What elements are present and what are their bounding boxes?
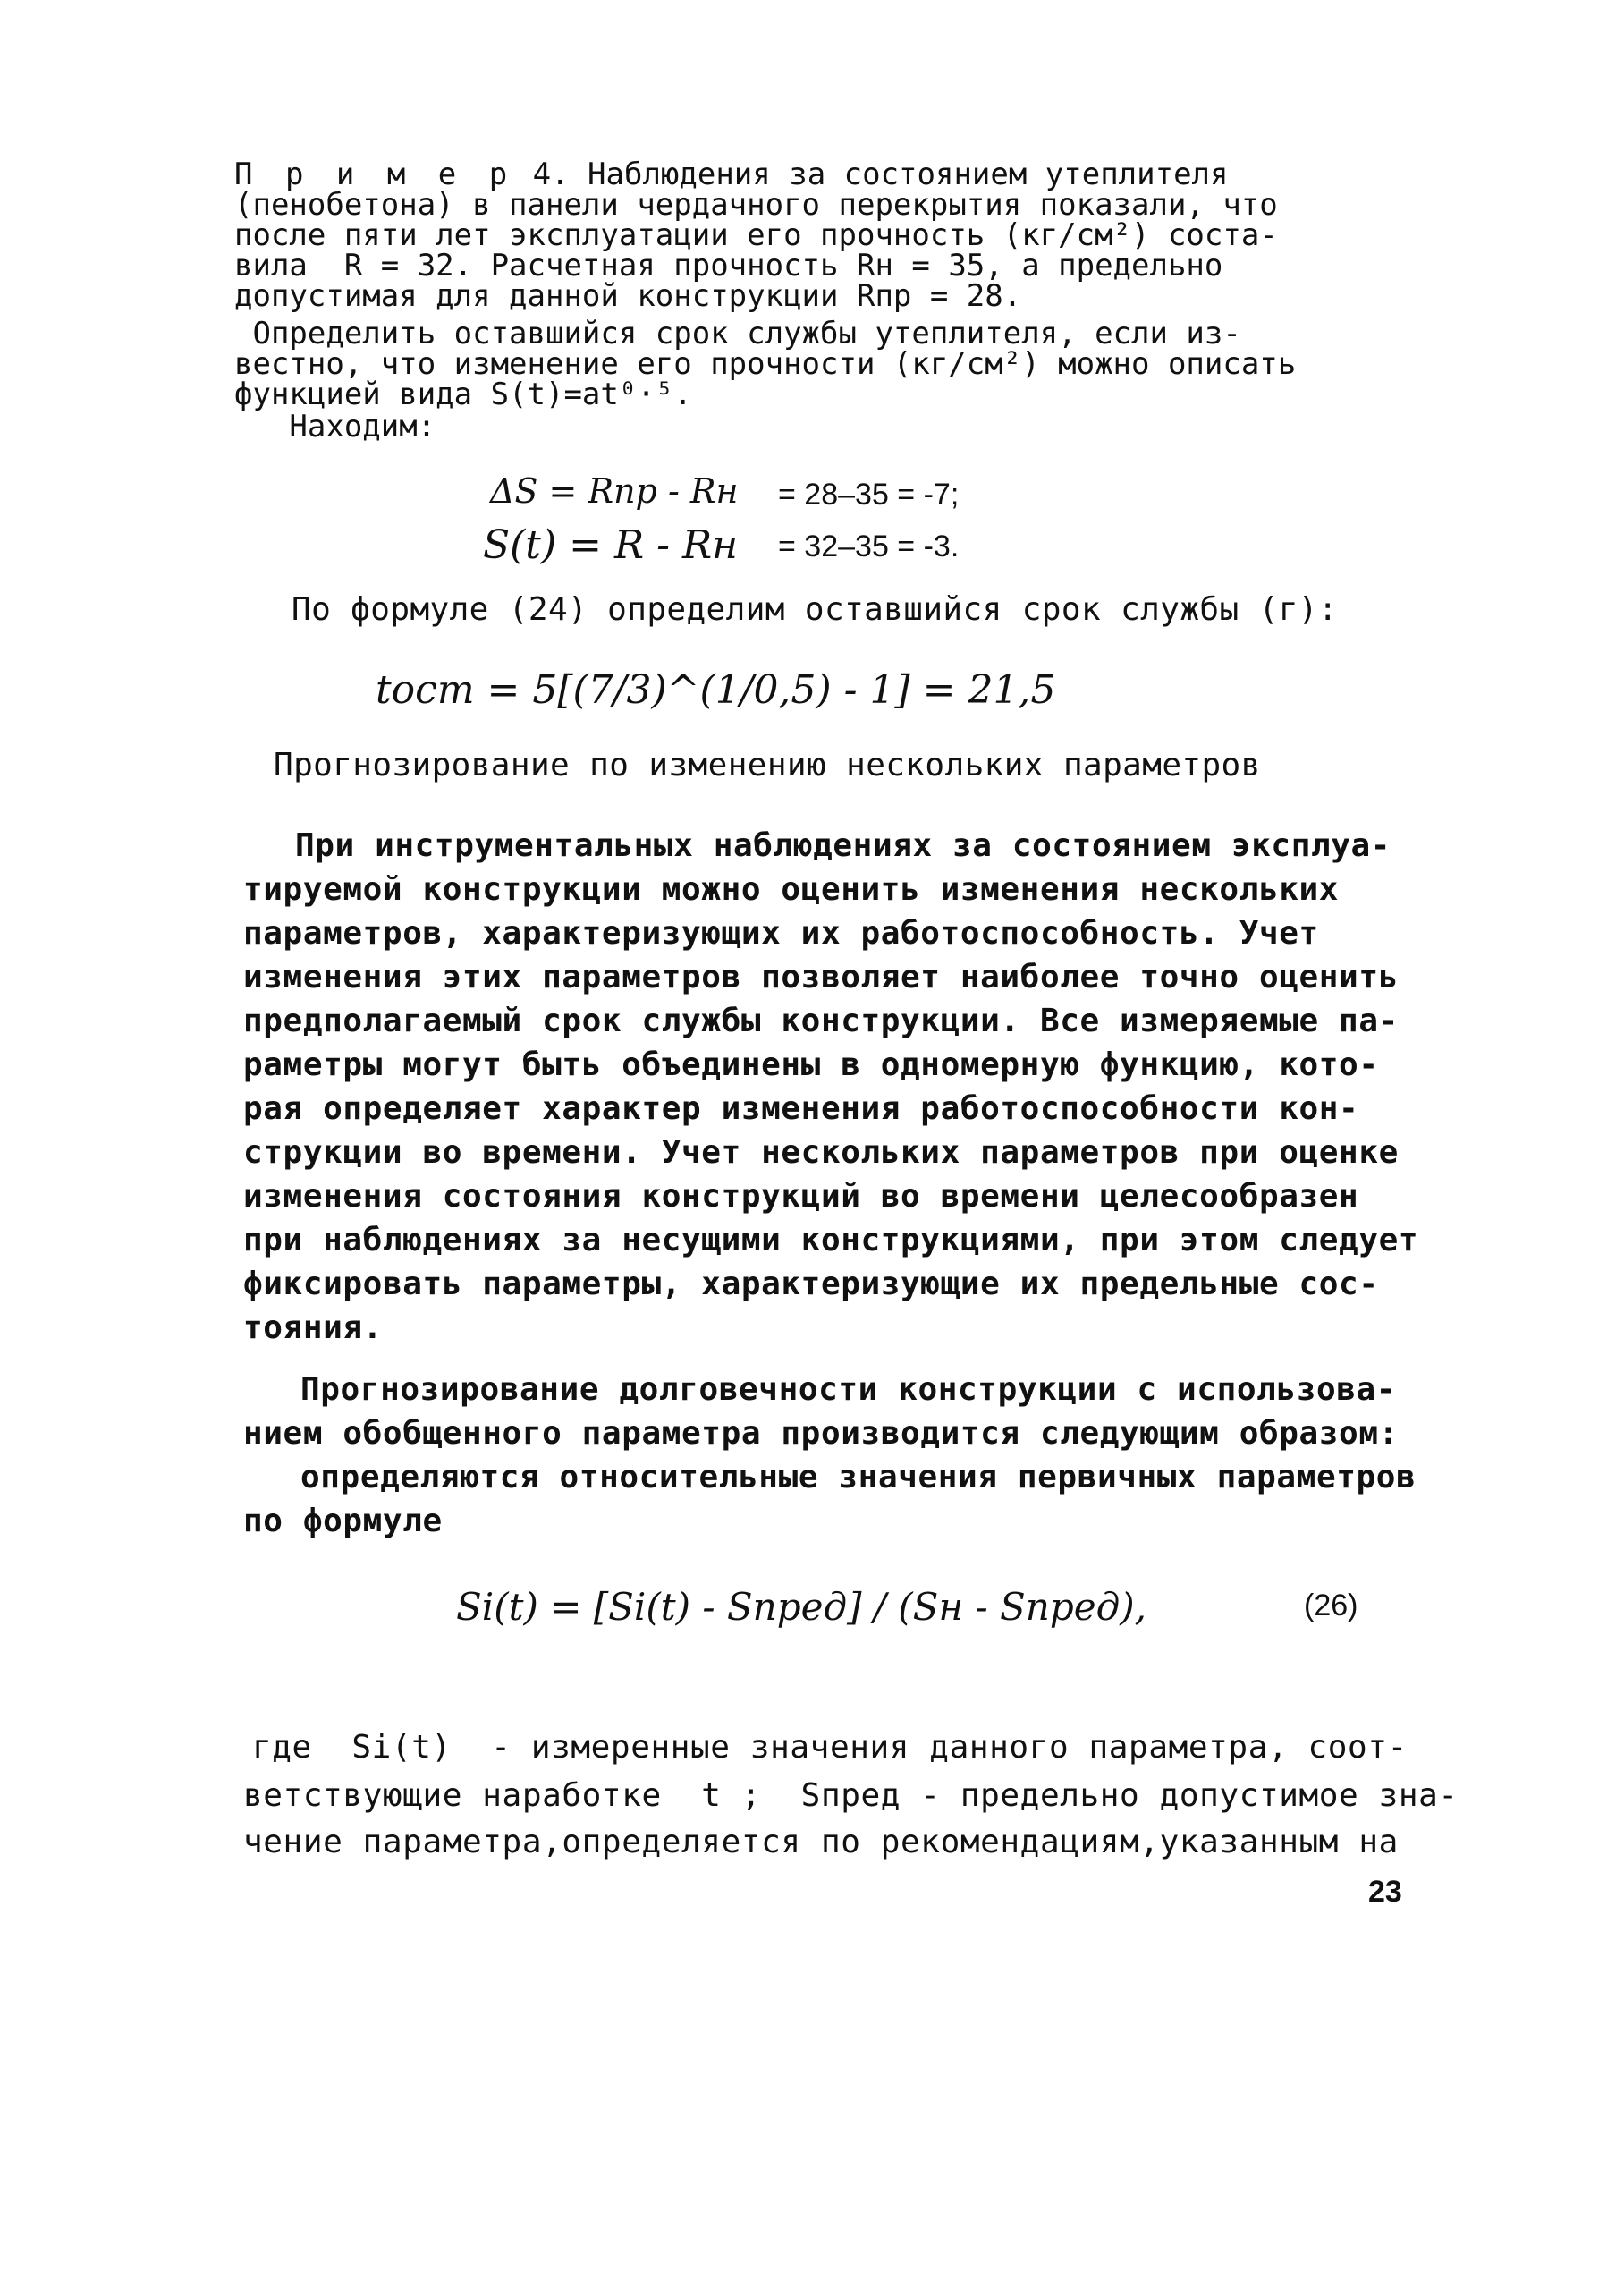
- paragraph1-line-11: фиксировать параметры, характеризующие их предельные сос-: [243, 1266, 1379, 1302]
- formula24-expression: tост = 5[(7/3)^(1/0,5) - 1] = 21,5: [376, 667, 1056, 713]
- paragraph2-line-2: нием обобщенного параметра производится следующим образом:: [243, 1415, 1399, 1452]
- paragraph3-line-3: чение параметра,определяется по рекомендациям,указанным на: [243, 1824, 1399, 1860]
- calc-eq1-left: ΔS = Rпр - Rн: [490, 471, 739, 511]
- example-line-2: (пенобетона) в панели чердачного перекрытия показали, что: [234, 187, 1278, 223]
- paragraph2-line-4: по формуле: [243, 1503, 443, 1539]
- formula26-number: (26): [1304, 1589, 1358, 1622]
- example-line-8: функцией вида S(t)=at⁰·⁵.: [234, 377, 692, 412]
- paragraph2-line-1: Прогнозирование долговечности конструкции с использова-: [300, 1371, 1397, 1408]
- example-line-6: Определить оставшийся срок службы утеплителя, если из-: [234, 316, 1241, 352]
- calc-eq2-right: = 32–35 = -3.: [778, 530, 960, 563]
- paragraph1-line-9: изменения состояния конструкций во времени целесообразен: [243, 1178, 1359, 1215]
- paragraph1-line-12: тояния.: [243, 1309, 383, 1346]
- page-number: 23: [1368, 1875, 1402, 1909]
- formula24-intro: По формуле (24) определим оставшийся срок службы (г):: [292, 591, 1338, 628]
- paragraph1-line-3: параметров, характеризующих их работоспособность. Учет: [243, 915, 1319, 952]
- paragraph3-line-2: ветствующие наработке t ; Sпред - предельно допустимое зна-: [243, 1777, 1459, 1814]
- paragraph2-line-3: определяются относительные значения первичных параметров: [300, 1459, 1417, 1495]
- section-heading: Прогнозирование по изменению нескольких параметров: [274, 747, 1261, 784]
- example-line-3: после пяти лет эксплуатации его прочность (кг/см²) соста-: [234, 217, 1278, 253]
- example-line-9: Находим:: [234, 409, 436, 445]
- example-line-1: [234, 159, 1229, 190]
- example-line-4: вила R = 32. Расчетная прочность Rн = 35, а предельно: [234, 248, 1223, 284]
- calc-eq2-left: S(t) = R - Rн: [483, 522, 739, 568]
- paragraph1-line-5: предполагаемый срок службы конструкции. Все измеряемые па-: [243, 1003, 1399, 1039]
- paragraph1-line-10: при наблюдениях за несущими конструкциями, при этом следует: [243, 1222, 1419, 1258]
- paragraph1-line-7: рая определяет характер изменения работоспособности кон-: [243, 1090, 1359, 1127]
- paragraph1-line-4: изменения этих параметров позволяет наиболее точно оценить: [243, 959, 1399, 995]
- paragraph1-line-6: раметры могут быть объединены в одномерную функцию, кото-: [243, 1046, 1379, 1083]
- paragraph1-line-8: струкции во времени. Учет нескольких параметров при оценке: [243, 1134, 1399, 1171]
- example-line-7: вестно, что изменение его прочности (кг/см²) можно описать: [234, 346, 1297, 382]
- formula26-expression: Si(t) = [Si(t) - Sпред] / (Sн - Sпред),: [456, 1585, 1146, 1629]
- example-line-5: допустимая для данной конструкции Rпр = 28.: [234, 278, 1022, 314]
- paragraph1-line-1: При инструментальных наблюдениях за состоянием эксплуа-: [295, 827, 1391, 864]
- example-text: 4. Наблюдения за состоянием утеплителя: [514, 157, 1229, 192]
- paragraph3-line-1: где Si(t) - измеренные значения данного параметра, соот-: [252, 1729, 1408, 1766]
- calc-eq1-right: = 28–35 = -7;: [778, 478, 960, 512]
- example-label: П р и м е р: [234, 157, 515, 192]
- paragraph1-line-2: тируемой конструкции можно оценить изменения нескольких: [243, 871, 1340, 908]
